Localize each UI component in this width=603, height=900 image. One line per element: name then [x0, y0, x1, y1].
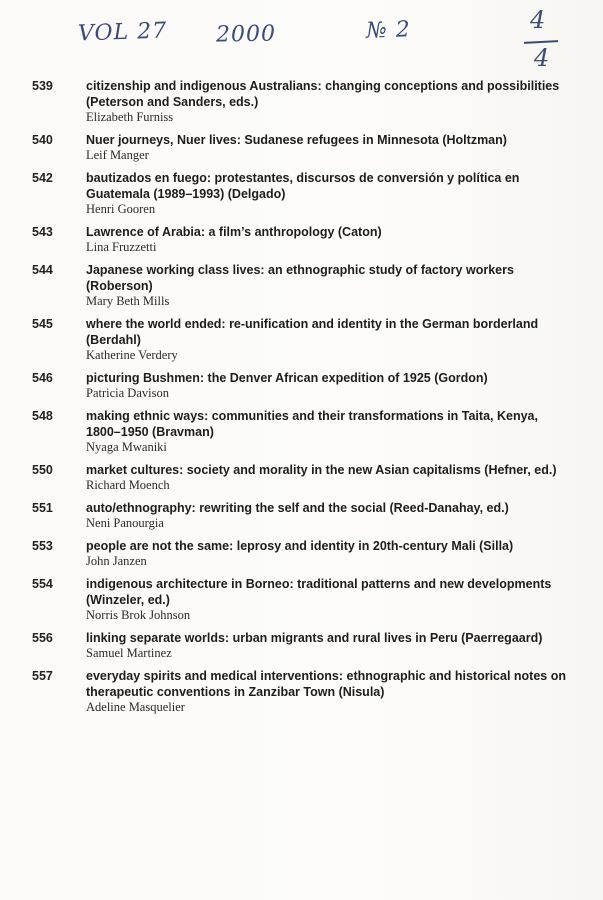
entry-author: Nyaga Mwaniki: [86, 440, 167, 454]
entry-title: Lawrence of Arabia: a film’s anthropology (Caton): [86, 225, 382, 239]
toc-entry: [32, 500, 572, 531]
toc-entry: [32, 170, 572, 217]
entry-title: indigenous architecture in Borneo: traditional patterns and new developments (Winzeler, ed.): [86, 577, 552, 607]
entry-author: Richard Moench: [86, 478, 170, 492]
entry-title: everyday spirits and medical interventions: ethnographic and historical notes on therapeutic conventions in Zanzibar Town (Nisula): [86, 669, 566, 699]
entry-title: auto/ethnography: rewriting the self and the social (Reed-Danahay, ed.): [86, 501, 509, 515]
entry-title: Japanese working class lives: an ethnographic study of factory workers (Roberson): [86, 263, 514, 293]
entry-title: market cultures: society and morality in the new Asian capitalisms (Hefner, ed.): [86, 463, 557, 477]
toc-entry: [32, 316, 572, 363]
entry-body: [86, 316, 572, 363]
entry-title: Nuer journeys, Nuer lives: Sudanese refugees in Minnesota (Holtzman): [86, 133, 507, 147]
entry-author: Samuel Martinez: [86, 646, 172, 660]
entry-author: Henri Gooren: [86, 202, 156, 216]
toc-entry: [32, 462, 572, 493]
entry-title: picturing Bushmen: the Denver African expedition of 1925 (Gordon): [86, 371, 488, 385]
toc-entry: [32, 224, 572, 255]
entry-title: citizenship and indigenous Australians: changing conceptions and possibilities (Peterson and Sanders, eds.): [86, 79, 560, 109]
entry-author: Patricia Davison: [86, 386, 169, 400]
entry-body: [86, 500, 572, 531]
entry-page-number: 551: [32, 501, 53, 515]
handwritten-volume: VOL 27: [77, 18, 168, 47]
entry-page-number: 550: [32, 463, 53, 477]
entry-author: Neni Panourgia: [86, 516, 164, 530]
entry-author: Norris Brok Johnson: [86, 608, 191, 622]
toc-entry: [32, 132, 572, 163]
entry-body: [86, 78, 572, 125]
entry-page-number: 556: [32, 631, 53, 645]
entry-body: [86, 538, 572, 569]
entry-body: [86, 408, 572, 455]
entry-body: [86, 668, 572, 715]
entry-page-number: 553: [32, 539, 53, 553]
handwritten-fraction: [522, 6, 562, 76]
handwritten-issue-number: № 2: [365, 17, 412, 44]
entry-body: [86, 630, 572, 661]
entry-title: making ethnic ways: communities and their transformations in Taita, Kenya, 1800–1950 (Bravman): [86, 409, 538, 439]
entry-page-number: 543: [32, 225, 53, 239]
entry-author: Leif Manger: [86, 148, 149, 162]
entry-body: [86, 224, 572, 255]
toc-entry: [32, 630, 572, 661]
toc-entry: [32, 408, 572, 455]
toc-entry: [32, 668, 572, 715]
entry-author: Katherine Verdery: [86, 348, 178, 362]
entry-body: [86, 132, 572, 163]
entry-author: Adeline Masquelier: [86, 700, 185, 714]
handwritten-year: 2000: [215, 21, 277, 48]
entry-author: Elizabeth Furniss: [86, 110, 174, 124]
entry-page-number: 545: [32, 317, 53, 331]
entry-title: linking separate worlds: urban migrants and rural lives in Peru (Paerregaard): [86, 631, 543, 645]
entry-body: [86, 262, 572, 309]
entry-title: where the world ended: re-unification and identity in the German borderland (Berdahl): [86, 317, 539, 347]
entry-page-number: 548: [32, 409, 53, 423]
fraction-denominator: 4: [534, 44, 550, 72]
toc-entry: [32, 370, 572, 401]
entry-body: [86, 576, 572, 623]
entry-page-number: 539: [32, 79, 53, 93]
entry-page-number: 540: [32, 133, 53, 147]
entry-page-number: 557: [32, 669, 53, 683]
handwritten-annotation: [78, 14, 458, 54]
entry-title: people are not the same: leprosy and identity in 20th-century Mali (Silla): [86, 539, 514, 553]
entry-page-number: 546: [32, 371, 53, 385]
entry-page-number: 544: [32, 263, 53, 277]
toc-entry: [32, 576, 572, 623]
toc-entry: [32, 538, 572, 569]
entry-title: bautizados en fuego: protestantes, discursos de conversión y política en Guatemala (1989–1993) (Delgado): [86, 171, 520, 201]
entry-body: [86, 370, 572, 401]
entry-page-number: 542: [32, 171, 53, 185]
entry-body: [86, 170, 572, 217]
table-of-contents: [32, 78, 572, 722]
toc-entry: [32, 262, 572, 309]
entry-author: John Janzen: [86, 554, 147, 568]
fraction-numerator: 4: [530, 6, 546, 34]
entry-author: Mary Beth Mills: [86, 294, 170, 308]
toc-entry: [32, 78, 572, 125]
entry-author: Lina Fruzzetti: [86, 240, 157, 254]
entry-page-number: 554: [32, 577, 53, 591]
entry-body: [86, 462, 572, 493]
